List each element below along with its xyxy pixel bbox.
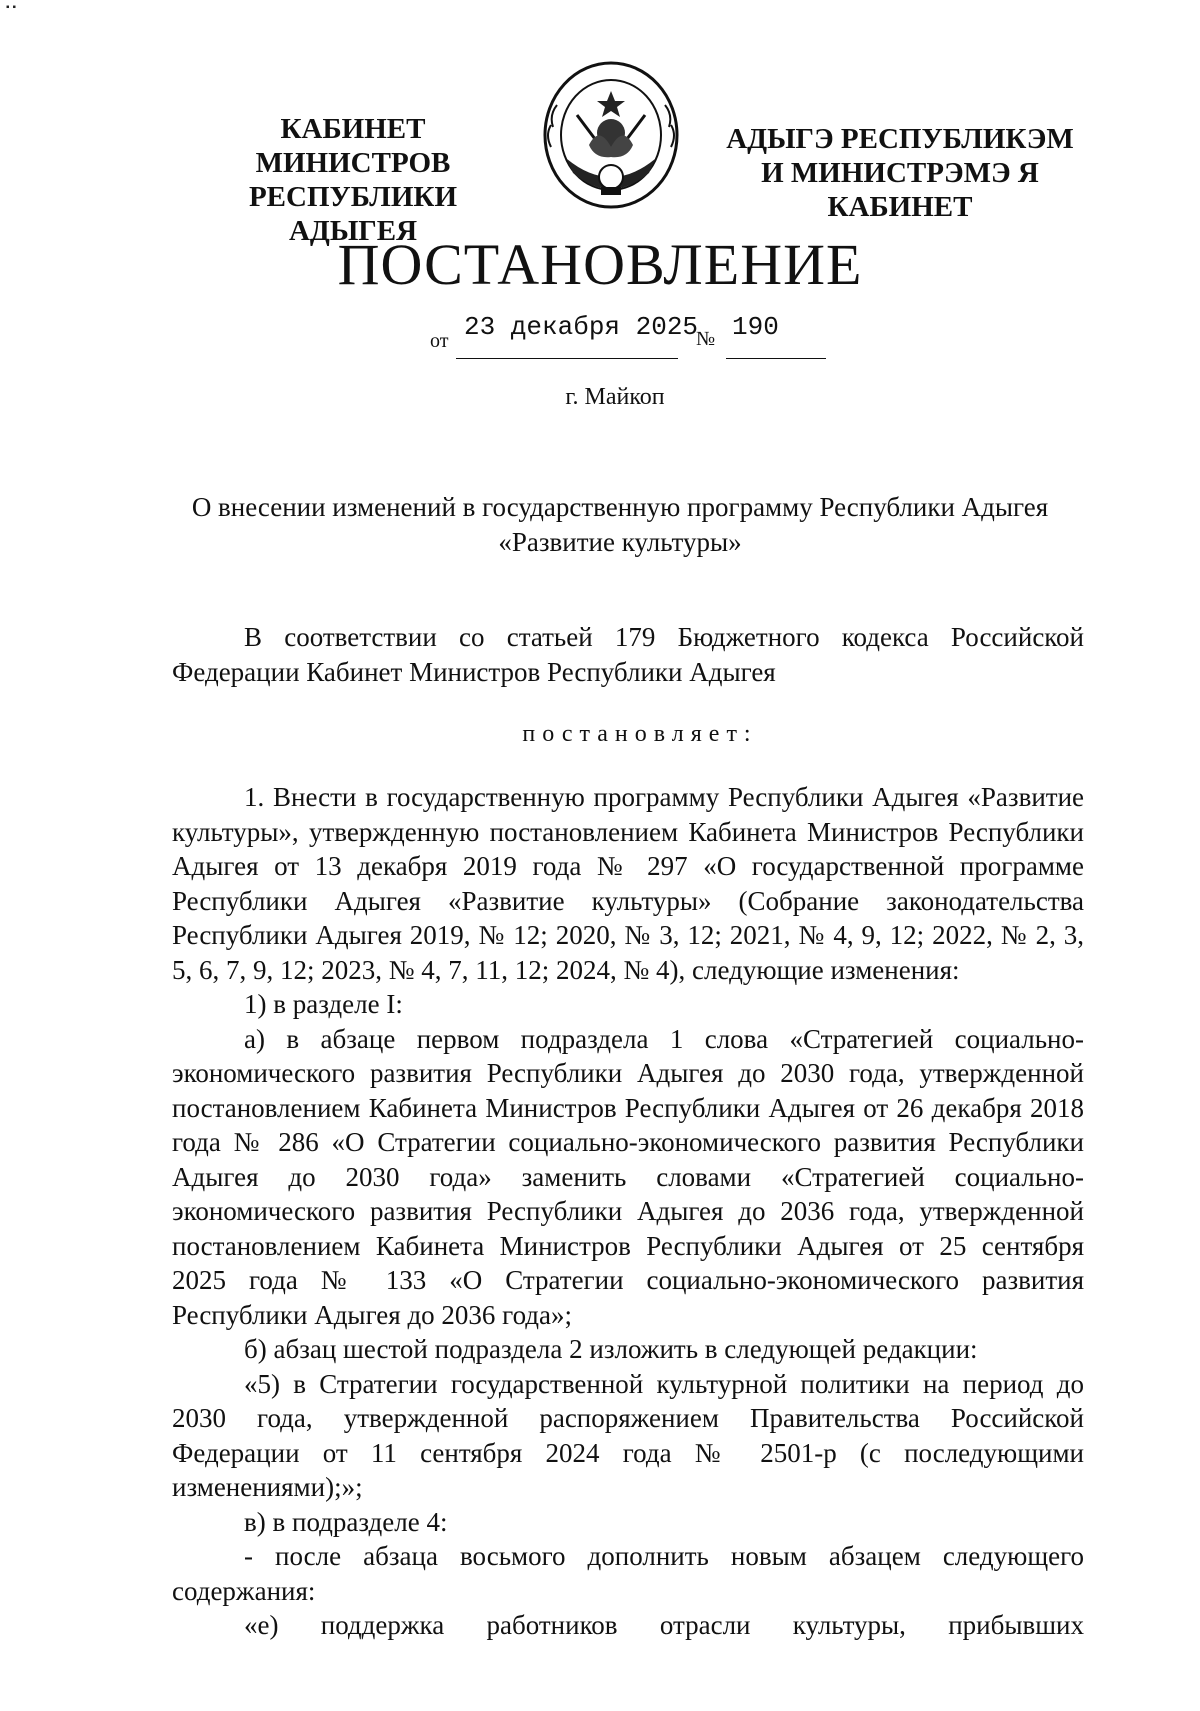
decree-word: постановляет: (522, 721, 758, 747)
number-underline (726, 358, 826, 359)
paragraph: 1. Внести в государственную программу Республики Адыгея «Развитие культуры», утвержденную постановлением Кабинета Министров Республики Адыгея от 13 декабря 2019 года № 297 «О государственной программе Республики Адыгея «Развитие культуры» (Собрание законодательства Республики Адыгея 2019, № 12; 2020, № 3, 12; 2021, № 4, 9, 12; 2022, № 2, 3, 5, 6, 7, 9, 12; 2023, № 4, 7, 11, 12; 2024, № 4), следующие изменения: (172, 782, 1084, 985)
paragraph: в) в подразделе 4: (244, 1506, 448, 1537)
document-subject (150, 490, 1090, 560)
paragraph: «5) в Стратегии государственной культурной политики на период до 2030 года, утвержденной распоряжением Правительства Российской Федерации от 11 сентября 2024 года № 2501-р (с последующими изменениями);»; (172, 1368, 1084, 1502)
last-line-word: работников (486, 1610, 618, 1640)
paragraph: - после абзаца восьмого дополнить новым абзацем следующего содержания: (172, 1541, 1084, 1606)
header-right-line1: АДЫГЭ РЕСПУБЛИКЭМ (726, 123, 1074, 155)
dateline (430, 312, 850, 358)
header-right-line2: И МИНИСТРЭМЭ Я КАБИНЕТ (761, 157, 1039, 223)
body-text (172, 780, 1084, 1643)
number-sign: № (696, 328, 716, 350)
last-line-word: отрасли (659, 1610, 751, 1640)
last-line-word: культуры, (792, 1610, 906, 1640)
header-right (700, 122, 1100, 224)
preamble (172, 620, 1084, 689)
paragraph: а) в абзаце первом подраздела 1 слова «Стратегией социально-экономического развития Республики Адыгея до 2030 года, утвержденной постановлением Кабинета Министров Республики Адыгея от 26 декабря 2018 года № 286 «О Стратегии социально-экономического развития Республики Адыгея до 2030 года» заменить словами «Стратегией социально-экономического развития Республики Адыгея до 2036 года, утвержденной постановлением Кабинета Министров Республики Адыгея от 25 сентября 2025 года № 133 «О Стратегии социально-экономического развития Республики Адыгея до 2036 года»; (172, 1023, 1084, 1330)
last-line-word: «е) (244, 1610, 279, 1640)
document-number: 190 (732, 312, 779, 342)
paragraph: 1) в разделе I: (244, 989, 403, 1019)
city: г. Майкоп (565, 384, 665, 410)
last-line-word: поддержка (320, 1610, 445, 1640)
date-prefix: от (430, 330, 449, 352)
paragraph: б) абзац шестой подраздела 2 изложить в следующей редакции: (244, 1334, 978, 1364)
subject-line1: О внесении изменений в государственную программу Республики Адыгея (191, 492, 1049, 522)
header-left-line1: КАБИНЕТ МИНИСТРОВ (255, 113, 451, 179)
document-date: 23 декабря 2025 (464, 312, 699, 342)
header-left (188, 112, 518, 248)
date-underline (456, 358, 678, 359)
preamble-text: В соответствии со статьей 179 Бюджетного кодекса Российской Федерации Кабинет Министров Республики Адыгея (172, 622, 1084, 687)
header-left-line2: РЕСПУБЛИКИ АДЫГЕЯ (248, 181, 458, 247)
scan-marks: ▪▪ (6, 2, 20, 13)
last-line-word: прибывших (948, 1610, 1084, 1640)
coat-of-arms-icon (537, 55, 685, 215)
last-line (172, 1608, 1084, 1643)
document-title: ПОСТАНОВЛЕНИЕ (337, 232, 863, 297)
subject-line2: «Развитие культуры» (498, 527, 742, 557)
